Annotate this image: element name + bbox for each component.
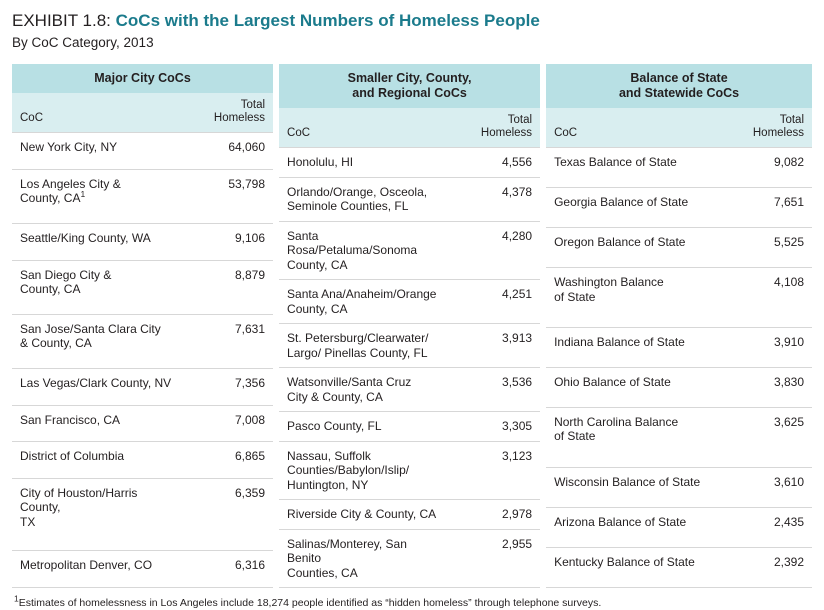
total-homeless-cell: 53,798 (184, 169, 273, 223)
coc-name-cell: Indiana Balance of State (546, 327, 722, 367)
table-row (279, 221, 540, 280)
column-header-total: Total (507, 114, 533, 126)
table-row (546, 547, 812, 587)
group-header-line1: Smaller City, County, (347, 71, 472, 85)
coc-name-cell: Las Vegas/Clark County, NV (12, 369, 184, 406)
exhibit-subtitle: By CoC Category, 2013 (12, 35, 154, 50)
table-row (546, 327, 812, 367)
total-homeless-cell: 6,316 (184, 551, 273, 588)
table-row (12, 260, 273, 314)
coc-name-cell: Orlando/Orange, Osceola, Seminole Counties, FL (279, 177, 451, 221)
table-row (279, 148, 540, 178)
group-header-cell (12, 64, 273, 93)
coc-name-cell: Arizona Balance of State (546, 507, 722, 547)
total-homeless-cell: 7,631 (184, 314, 273, 368)
table-row (12, 223, 273, 260)
column-header-total-homeless (722, 108, 812, 148)
coc-name-cell: St. Petersburg/Clearwater/ Largo/ Pinellas County, FL (279, 324, 451, 368)
column-header-total: Total (240, 99, 266, 111)
coc-name-cell: District of Columbia (12, 442, 184, 479)
footnote-mark: 1 (14, 593, 19, 604)
column-header-homeless: Homeless (752, 127, 805, 139)
total-homeless-cell: 6,359 (184, 478, 273, 550)
coc-name-cell: San Diego City & County, CA (12, 260, 184, 314)
total-homeless-cell: 2,955 (451, 529, 540, 588)
coc-name-cell: Los Angeles City & County, CA$^1$ (12, 169, 184, 223)
total-homeless-cell: 7,356 (184, 369, 273, 406)
table-major-city-cocs (12, 64, 273, 588)
coc-name-cell: Georgia Balance of State (546, 188, 722, 228)
table-row (12, 405, 273, 442)
total-homeless-cell: 9,106 (184, 223, 273, 260)
total-homeless-cell: 2,435 (722, 507, 812, 547)
coc-name-cell: Nassau, Suffolk Counties/Babylon/Islip/ Huntington, NY (279, 441, 451, 500)
total-homeless-cell: 2,978 (451, 500, 540, 530)
total-homeless-cell: 5,525 (722, 228, 812, 268)
table-row (279, 368, 540, 412)
total-homeless-cell: 3,910 (722, 327, 812, 367)
coc-name-cell: Texas Balance of State (546, 148, 722, 188)
table-row (279, 500, 540, 530)
total-homeless-cell: 9,082 (722, 148, 812, 188)
coc-name-cell: New York City, NY (12, 133, 184, 170)
coc-name-cell: Oregon Balance of State (546, 228, 722, 268)
total-homeless-cell: 7,651 (722, 188, 812, 228)
table-body-major-city (12, 133, 273, 588)
column-header-homeless: Homeless (213, 112, 266, 124)
table-row (279, 177, 540, 221)
total-homeless-cell: 64,060 (184, 133, 273, 170)
group-header-line1: Major City CoCs (94, 71, 191, 85)
footnote-text: Estimates of homelessness in Los Angeles include 18,274 people identified as “hidden homeless” through telephone surveys. (18, 597, 602, 609)
table-body-balance-of-state (546, 148, 812, 588)
coc-name-cell: Santa Ana/Anaheim/Orange County, CA (279, 280, 451, 324)
exhibit-number: EXHIBIT 1.8: (12, 11, 111, 30)
footnote-reference: 1 (80, 189, 86, 200)
coc-name-cell: Honolulu, HI (279, 148, 451, 178)
table-group-header (279, 64, 540, 108)
coc-name-cell: North Carolina Balance of State (546, 407, 722, 467)
table-group-header (12, 64, 273, 93)
group-header-line2: and Statewide CoCs (618, 86, 740, 100)
coc-name-cell: Kentucky Balance of State (546, 547, 722, 587)
table-row (12, 133, 273, 170)
total-homeless-cell: 3,123 (451, 441, 540, 500)
total-homeless-cell: 3,305 (451, 412, 540, 442)
table-row (279, 529, 540, 588)
table-row (546, 148, 812, 188)
coc-name-cell: Wisconsin Balance of State (546, 467, 722, 507)
total-homeless-cell: 4,280 (451, 221, 540, 280)
group-header-line1: Balance of State (630, 71, 728, 85)
total-homeless-cell: 3,610 (722, 467, 812, 507)
total-homeless-cell: 7,008 (184, 405, 273, 442)
coc-name-cell: Watsonville/Santa Cruz City & County, CA (279, 368, 451, 412)
total-homeless-cell: 4,556 (451, 148, 540, 178)
coc-name-cell: Washington Balance of State (546, 268, 722, 328)
footnote (14, 593, 816, 610)
column-header-coc: CoC (546, 108, 722, 148)
table-row (12, 551, 273, 588)
table-column-header (279, 108, 540, 148)
group-header-cell (546, 64, 812, 108)
table-row (546, 228, 812, 268)
table-column-header (12, 93, 273, 133)
table-column-header (546, 108, 812, 148)
table-row (12, 369, 273, 406)
table-row (279, 412, 540, 442)
coc-name-cell: Salinas/Monterey, San Benito Counties, CA (279, 529, 451, 588)
table-row (546, 507, 812, 547)
table-row (546, 467, 812, 507)
coc-name-cell: Pasco County, FL (279, 412, 451, 442)
tables-container (8, 64, 816, 588)
total-homeless-cell: 2,392 (722, 547, 812, 587)
coc-name-cell: City of Houston/Harris County, TX (12, 478, 184, 550)
column-header-total: Total (779, 114, 805, 126)
total-homeless-cell: 8,879 (184, 260, 273, 314)
total-homeless-cell: 3,830 (722, 367, 812, 407)
coc-name-cell: San Jose/Santa Clara City & County, CA (12, 314, 184, 368)
total-homeless-cell: 6,865 (184, 442, 273, 479)
total-homeless-cell: 3,536 (451, 368, 540, 412)
table-balance-of-state-cocs (546, 64, 812, 588)
table-row (546, 367, 812, 407)
page-title (12, 10, 816, 31)
exhibit-headline: CoCs with the Largest Numbers of Homeless People (115, 11, 540, 30)
coc-name-cell: Riverside City & County, CA (279, 500, 451, 530)
table-group-header (546, 64, 812, 108)
table-row (12, 314, 273, 368)
table-row (12, 169, 273, 223)
coc-name-cell: Ohio Balance of State (546, 367, 722, 407)
total-homeless-cell: 4,378 (451, 177, 540, 221)
table-row (279, 441, 540, 500)
total-homeless-cell: 3,913 (451, 324, 540, 368)
total-homeless-cell: 4,251 (451, 280, 540, 324)
table-row (546, 268, 812, 328)
table-row (546, 407, 812, 467)
group-header-line2: and Regional CoCs (352, 86, 467, 100)
total-homeless-cell: 4,108 (722, 268, 812, 328)
table-row (546, 188, 812, 228)
coc-name-cell: Metropolitan Denver, CO (12, 551, 184, 588)
table-row (12, 442, 273, 479)
coc-name-cell: Santa Rosa/Petaluma/Sonoma County, CA (279, 221, 451, 280)
column-header-coc: CoC (279, 108, 451, 148)
column-header-total-homeless (451, 108, 540, 148)
group-header-cell (279, 64, 540, 108)
coc-name-cell: Seattle/King County, WA (12, 223, 184, 260)
table-body-smaller-city (279, 148, 540, 588)
table-row (279, 324, 540, 368)
column-header-homeless: Homeless (480, 127, 533, 139)
table-smaller-city-county-regional-cocs (279, 64, 540, 588)
column-header-total-homeless (184, 93, 273, 133)
column-header-coc: CoC (12, 93, 184, 133)
coc-name-cell: San Francisco, CA (12, 405, 184, 442)
table-row (12, 478, 273, 550)
total-homeless-cell: 3,625 (722, 407, 812, 467)
table-row (279, 280, 540, 324)
